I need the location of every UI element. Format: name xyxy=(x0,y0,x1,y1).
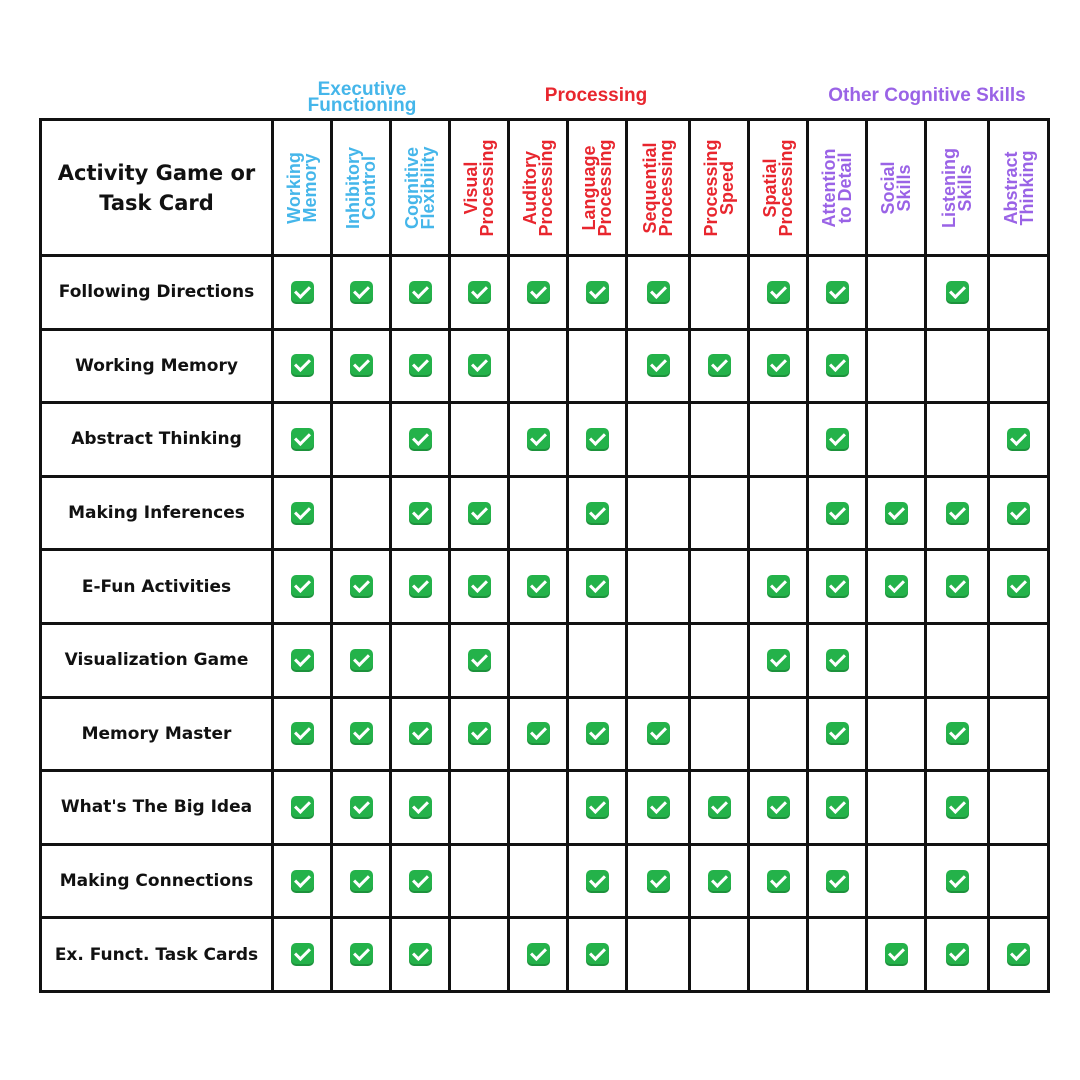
table-cell xyxy=(509,403,568,477)
table-cell xyxy=(509,918,568,992)
check-mark-icon xyxy=(826,428,849,451)
table-cell xyxy=(690,697,749,771)
check-mark-icon xyxy=(946,796,969,819)
table-cell xyxy=(568,550,627,624)
check-mark-icon xyxy=(409,796,432,819)
table-cell xyxy=(926,550,989,624)
table-cell xyxy=(332,256,391,330)
column-header-label: Attention to Detail xyxy=(819,148,855,227)
table-cell xyxy=(450,403,509,477)
check-mark-icon xyxy=(826,870,849,893)
table-cell xyxy=(450,844,509,918)
check-mark-icon xyxy=(826,649,849,672)
table-cell xyxy=(391,844,450,918)
check-mark-icon xyxy=(826,354,849,377)
column-header-label: Listening Skills xyxy=(939,147,975,228)
check-mark-icon xyxy=(885,575,908,598)
column-header-label: Cognitive Flexibility xyxy=(402,145,438,230)
table-cell xyxy=(867,256,926,330)
table-cell xyxy=(627,918,690,992)
table-cell xyxy=(273,403,332,477)
check-mark-icon xyxy=(647,870,670,893)
check-mark-icon xyxy=(767,354,790,377)
table-cell xyxy=(867,623,926,697)
column-header-label: Auditory Processing xyxy=(520,138,556,237)
table-cell xyxy=(509,844,568,918)
check-mark-icon xyxy=(409,354,432,377)
table-cell xyxy=(926,623,989,697)
check-mark-icon xyxy=(826,502,849,525)
table-cell xyxy=(808,918,867,992)
table-row xyxy=(41,844,1049,918)
table-row xyxy=(41,256,1049,330)
table-cell xyxy=(926,256,989,330)
table-cell xyxy=(867,550,926,624)
check-mark-icon xyxy=(586,428,609,451)
row-label: Working Memory xyxy=(41,329,273,403)
table-cell xyxy=(808,771,867,845)
table-cell xyxy=(867,403,926,477)
table-cell xyxy=(450,918,509,992)
table-cell xyxy=(332,697,391,771)
check-mark-icon xyxy=(586,281,609,304)
column-header-label: Language Processing xyxy=(579,138,615,237)
table-cell xyxy=(509,550,568,624)
column-header-language-processing xyxy=(568,120,627,256)
table-cell xyxy=(450,476,509,550)
check-mark-icon xyxy=(586,870,609,893)
table-cell xyxy=(690,844,749,918)
table-cell xyxy=(568,476,627,550)
table-cell xyxy=(690,550,749,624)
check-mark-icon xyxy=(1007,428,1030,451)
table-cell xyxy=(808,329,867,403)
table-cell xyxy=(509,697,568,771)
check-mark-icon xyxy=(468,575,491,598)
table-cell xyxy=(690,918,749,992)
row-label: Memory Master xyxy=(41,697,273,771)
table-cell xyxy=(749,623,808,697)
table-cell xyxy=(808,476,867,550)
check-mark-icon xyxy=(350,354,373,377)
table-cell xyxy=(690,476,749,550)
table-cell xyxy=(749,771,808,845)
table-cell xyxy=(273,329,332,403)
table-cell xyxy=(391,256,450,330)
table-cell xyxy=(749,697,808,771)
check-mark-icon xyxy=(291,354,314,377)
table-cell xyxy=(273,844,332,918)
table-cell xyxy=(989,329,1049,403)
check-mark-icon xyxy=(350,649,373,672)
check-mark-icon xyxy=(946,943,969,966)
table-cell xyxy=(989,918,1049,992)
check-mark-icon xyxy=(409,722,432,745)
check-mark-icon xyxy=(409,281,432,304)
check-mark-icon xyxy=(767,281,790,304)
check-mark-icon xyxy=(468,649,491,672)
table-cell xyxy=(690,771,749,845)
row-label: Abstract Thinking xyxy=(41,403,273,477)
check-mark-icon xyxy=(350,796,373,819)
table-cell xyxy=(690,403,749,477)
check-mark-icon xyxy=(291,722,314,745)
check-mark-icon xyxy=(409,502,432,525)
table-cell xyxy=(926,697,989,771)
corner-header xyxy=(41,120,273,256)
table-cell xyxy=(332,476,391,550)
check-mark-icon xyxy=(527,281,550,304)
check-mark-icon xyxy=(647,281,670,304)
table-cell xyxy=(808,403,867,477)
table-cell xyxy=(273,771,332,845)
table-cell xyxy=(450,550,509,624)
table-cell xyxy=(749,256,808,330)
column-header-visual-processing xyxy=(450,120,509,256)
skills-matrix-table xyxy=(39,118,1050,993)
column-header-label: Social Skills xyxy=(878,160,914,215)
table-cell xyxy=(391,771,450,845)
header-row xyxy=(41,120,1049,256)
table-cell xyxy=(391,918,450,992)
column-header-label: Abstract Thinking xyxy=(1000,150,1037,225)
column-header-label: Processing Speed xyxy=(701,138,737,237)
table-cell xyxy=(808,623,867,697)
table-cell xyxy=(627,476,690,550)
column-header-cognitive-flexibility xyxy=(391,120,450,256)
table-cell xyxy=(749,550,808,624)
table-cell xyxy=(690,256,749,330)
check-mark-icon xyxy=(350,943,373,966)
table-cell xyxy=(867,476,926,550)
table-cell xyxy=(332,550,391,624)
check-mark-icon xyxy=(291,575,314,598)
check-mark-icon xyxy=(647,796,670,819)
table-cell xyxy=(989,550,1049,624)
row-label: What's The Big Idea xyxy=(41,771,273,845)
table-cell xyxy=(273,623,332,697)
check-mark-icon xyxy=(291,649,314,672)
column-header-label: Spatial Processing xyxy=(760,138,796,237)
table-cell xyxy=(391,329,450,403)
table-cell xyxy=(391,476,450,550)
row-label: E-Fun Activities xyxy=(41,550,273,624)
table-cell xyxy=(627,256,690,330)
check-mark-icon xyxy=(586,502,609,525)
table-cell xyxy=(749,918,808,992)
table-cell xyxy=(273,697,332,771)
table-row xyxy=(41,697,1049,771)
table-cell xyxy=(926,329,989,403)
table-cell xyxy=(808,550,867,624)
row-label: Making Connections xyxy=(41,844,273,918)
check-mark-icon xyxy=(647,722,670,745)
check-mark-icon xyxy=(946,502,969,525)
table-cell xyxy=(509,329,568,403)
table-cell xyxy=(391,550,450,624)
table-row xyxy=(41,918,1049,992)
table-cell xyxy=(450,697,509,771)
column-header-spatial-processing xyxy=(749,120,808,256)
column-header-processing-speed xyxy=(690,120,749,256)
table-cell xyxy=(332,623,391,697)
check-mark-icon xyxy=(468,502,491,525)
check-mark-icon xyxy=(586,796,609,819)
table-cell xyxy=(509,476,568,550)
check-mark-icon xyxy=(291,870,314,893)
check-mark-icon xyxy=(350,722,373,745)
table-cell xyxy=(627,623,690,697)
check-mark-icon xyxy=(1007,943,1030,966)
table-cell xyxy=(867,771,926,845)
table-cell xyxy=(568,329,627,403)
table-cell xyxy=(568,844,627,918)
column-header-working-memory xyxy=(273,120,332,256)
table-cell xyxy=(450,256,509,330)
table-cell xyxy=(808,844,867,918)
table-cell xyxy=(749,844,808,918)
column-header-label: Sequential Processing xyxy=(640,138,676,237)
table-cell xyxy=(273,476,332,550)
table-cell xyxy=(808,256,867,330)
table-cell xyxy=(332,918,391,992)
table-cell xyxy=(627,771,690,845)
table-cell xyxy=(391,623,450,697)
table-cell xyxy=(926,918,989,992)
column-header-attention-to-detail xyxy=(808,120,867,256)
check-mark-icon xyxy=(826,575,849,598)
table-cell xyxy=(749,403,808,477)
column-header-label: Visual Processing xyxy=(461,138,497,237)
check-mark-icon xyxy=(826,722,849,745)
table-cell xyxy=(332,844,391,918)
table-cell xyxy=(568,918,627,992)
column-header-label: Working Memory xyxy=(284,151,320,224)
table-cell xyxy=(989,844,1049,918)
check-mark-icon xyxy=(826,281,849,304)
table-cell xyxy=(989,256,1049,330)
table-cell xyxy=(690,623,749,697)
check-mark-icon xyxy=(586,722,609,745)
group-label-other-cognitive-skills: Other Cognitive Skills xyxy=(828,85,1026,106)
check-mark-icon xyxy=(708,796,731,819)
table-row xyxy=(41,550,1049,624)
check-mark-icon xyxy=(586,575,609,598)
table-cell xyxy=(989,623,1049,697)
table-cell xyxy=(989,476,1049,550)
table-cell xyxy=(627,403,690,477)
table-cell xyxy=(509,771,568,845)
check-mark-icon xyxy=(885,502,908,525)
check-mark-icon xyxy=(527,575,550,598)
table-cell xyxy=(867,329,926,403)
table-cell xyxy=(332,329,391,403)
row-label: Ex. Funct. Task Cards xyxy=(41,918,273,992)
check-mark-icon xyxy=(291,281,314,304)
table-cell xyxy=(273,918,332,992)
table-cell xyxy=(568,623,627,697)
group-label-processing: Processing xyxy=(544,85,648,106)
check-mark-icon xyxy=(409,943,432,966)
table-cell xyxy=(391,403,450,477)
check-mark-icon xyxy=(946,575,969,598)
column-header-abstract-thinking xyxy=(989,120,1049,256)
check-mark-icon xyxy=(291,943,314,966)
table-cell xyxy=(568,403,627,477)
column-header-auditory-processing xyxy=(509,120,568,256)
check-mark-icon xyxy=(647,354,670,377)
check-mark-icon xyxy=(409,428,432,451)
table-cell xyxy=(509,256,568,330)
check-mark-icon xyxy=(1007,575,1030,598)
table-row xyxy=(41,329,1049,403)
column-header-inhibitory-control xyxy=(332,120,391,256)
check-mark-icon xyxy=(291,502,314,525)
check-mark-icon xyxy=(767,575,790,598)
check-mark-icon xyxy=(708,354,731,377)
row-label: Visualization Game xyxy=(41,623,273,697)
table-cell xyxy=(867,844,926,918)
check-mark-icon xyxy=(767,870,790,893)
check-mark-icon xyxy=(885,943,908,966)
check-mark-icon xyxy=(350,281,373,304)
table-cell xyxy=(989,403,1049,477)
check-mark-icon xyxy=(468,722,491,745)
check-mark-icon xyxy=(946,281,969,304)
table-cell xyxy=(627,329,690,403)
table-row xyxy=(41,476,1049,550)
corner-header-label: Activity Game or Task Card xyxy=(57,160,256,215)
check-mark-icon xyxy=(767,649,790,672)
column-header-listening-skills xyxy=(926,120,989,256)
table-cell xyxy=(568,256,627,330)
table-cell xyxy=(926,844,989,918)
table-cell xyxy=(926,403,989,477)
table-row xyxy=(41,623,1049,697)
column-header-sequential-processing xyxy=(627,120,690,256)
row-label: Following Directions xyxy=(41,256,273,330)
column-header-social-skills xyxy=(867,120,926,256)
check-mark-icon xyxy=(767,796,790,819)
check-mark-icon xyxy=(409,575,432,598)
table-cell xyxy=(989,697,1049,771)
check-mark-icon xyxy=(586,943,609,966)
check-mark-icon xyxy=(946,870,969,893)
table-cell xyxy=(690,329,749,403)
table-cell xyxy=(450,623,509,697)
group-label-executive-functioning: Executive Functioning xyxy=(307,79,417,116)
check-mark-icon xyxy=(291,796,314,819)
check-mark-icon xyxy=(1007,502,1030,525)
table-cell xyxy=(627,844,690,918)
check-mark-icon xyxy=(527,722,550,745)
check-mark-icon xyxy=(826,796,849,819)
check-mark-icon xyxy=(708,870,731,893)
table-cell xyxy=(627,697,690,771)
row-label: Making Inferences xyxy=(41,476,273,550)
column-header-label: Inhibitory Control xyxy=(343,146,379,229)
table-cell xyxy=(332,403,391,477)
table-cell xyxy=(867,697,926,771)
table-cell xyxy=(273,256,332,330)
table-row xyxy=(41,403,1049,477)
table-cell xyxy=(568,771,627,845)
table-cell xyxy=(627,550,690,624)
table-cell xyxy=(568,697,627,771)
table-cell xyxy=(450,329,509,403)
table-cell xyxy=(989,771,1049,845)
check-mark-icon xyxy=(468,354,491,377)
table-cell xyxy=(749,329,808,403)
table-cell xyxy=(391,697,450,771)
table-cell xyxy=(509,623,568,697)
table-row xyxy=(41,771,1049,845)
check-mark-icon xyxy=(468,281,491,304)
table-cell xyxy=(867,918,926,992)
table-cell xyxy=(332,771,391,845)
table-cell xyxy=(450,771,509,845)
table-cell xyxy=(926,771,989,845)
check-mark-icon xyxy=(946,722,969,745)
table-cell xyxy=(926,476,989,550)
table-cell xyxy=(273,550,332,624)
table-cell xyxy=(808,697,867,771)
table-cell xyxy=(749,476,808,550)
check-mark-icon xyxy=(527,428,550,451)
check-mark-icon xyxy=(350,870,373,893)
check-mark-icon xyxy=(527,943,550,966)
check-mark-icon xyxy=(350,575,373,598)
check-mark-icon xyxy=(291,428,314,451)
check-mark-icon xyxy=(409,870,432,893)
